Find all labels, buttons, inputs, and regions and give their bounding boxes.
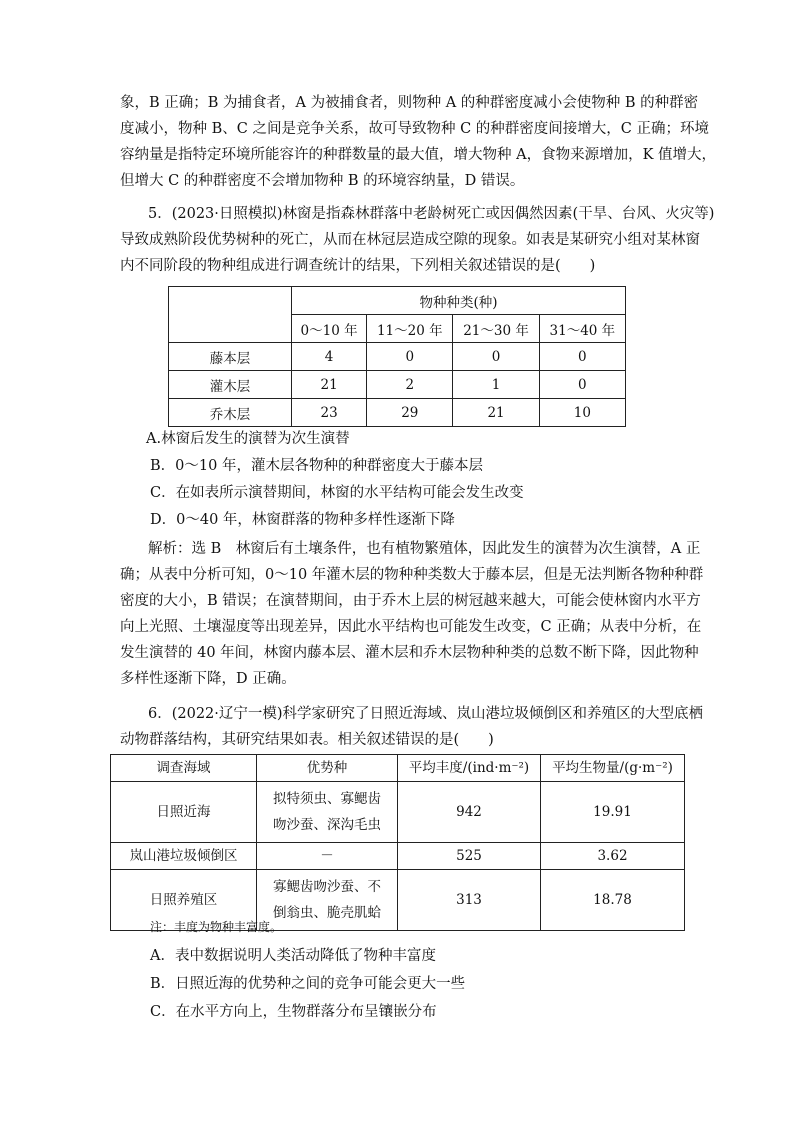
area-cell: 岚山港垃圾倾倒区 [111,843,257,870]
text-line: 导致成熟阶段优势树种的死亡，从而在林冠层造成空隙的现象。如表是某研究小组对某林窗 [120,232,700,248]
biomass-cell: 3.62 [541,843,685,870]
area-cell: 日照养殖区 [111,870,257,931]
table-cell: 1 [453,371,539,399]
table-column-header: 优势种 [257,755,398,782]
option-c: C．在水平方向上，生物群落分布呈镶嵌分布 [150,1004,437,1020]
text-line: 向上光照、土壤湿度等出现差异，因此水平结构也可能发生改变，C 正确；从表中分析，在 [120,619,702,635]
table-column-header: 平均生物量/(g·m⁻²) [541,755,685,782]
table-column-header: 调查海域 [111,755,257,782]
question-5-table [168,286,626,427]
biomass-cell: 18.78 [541,870,685,931]
table-cell: 29 [367,399,453,427]
table-group-header: 物种种类(种) [292,287,626,315]
text-line: 多样性逐渐下降，D 正确。 [120,671,296,687]
question-6-table [110,754,685,931]
species-line: 拟特须虫、寡鳃齿 [273,791,381,807]
text-line: 5．(2023·日照模拟)林窗是指森林群落中老龄树死亡或因偶然因素(干旱、台风、火灾等) [148,206,715,222]
table-row [169,343,626,371]
continuation-paragraph [120,90,717,194]
text-line: 动物群落结构，其研究结果如表。相关叙述错误的是( ) [120,732,494,748]
table-cell: 0 [539,343,625,371]
table-row [169,371,626,399]
text-line: 6．(2022·辽宁一模)科学家研究了日照近海域、岚山港垃圾倾倒区和养殖区的大型底栖 [148,706,704,722]
species-line: 寡鳃齿吻沙蚕、不 [273,879,381,895]
table-note: 注：丰度为物种丰富度。 [150,920,283,934]
table-cell: 0 [539,371,625,399]
table-column-header: 0～10 年 [292,315,367,343]
biomass-cell: 19.91 [541,782,685,843]
table-cell: 21 [453,399,539,427]
species-cell: － [257,843,398,870]
question-5-stem [120,201,715,279]
text-line: 但增大 C 的种群密度不会增加物种 B 的环境容纳量，D 错误。 [120,173,525,189]
text-line: 度减小，物种 B、C 之间是竞争关系，故可导致物种 C 的种群密度间接增大，C 正确；环境 [120,121,709,137]
text-line: 密度的大小，B 错误；在演替期间，由于乔木上层的树冠越来越大，可能会使林窗内水平方 [120,593,701,609]
text-line: 发生演替的 40 年间，林窗内藤本层、灌木层和乔木层物种种类的总数不断下降，因此物种 [120,645,699,661]
text-line: 容纳量是指特定环境所能容许的种群数量的最大值，增大物种 A，食物来源增加，K 值增大， [120,147,717,163]
question-5-analysis [120,536,704,692]
species-cell [257,782,398,843]
text-line: 解析：选 B 林窗后有土壤条件，也有植物繁殖体，因此发生的演替为次生演替，A 正 [148,541,701,557]
table-cell: 23 [292,399,367,427]
table-column-header: 11～20 年 [367,315,453,343]
table-column-header: 21～30 年 [453,315,539,343]
text-line: 象，B 正确；B 为捕食者，A 为被捕食者，则物种 A 的种群密度减小会使物种 B 的种群密 [120,95,699,111]
table-cell: 2 [367,371,453,399]
row-label: 灌木层 [169,371,292,399]
species-line: 倒翁虫、脆壳肌蛤 [273,905,381,921]
option-c: C．在如表所示演替期间，林窗的水平结构可能会发生改变 [150,485,524,501]
abundance-cell: 525 [398,843,541,870]
area-cell: 日照近海 [111,782,257,843]
table-cell: 0 [367,343,453,371]
text-line: 内不同阶段的物种组成进行调查统计的结果，下列相关叙述错误的是( ) [120,258,596,274]
option-b: B．0～10 年，灌木层各物种的种群密度大于藤本层 [150,458,483,474]
row-label: 乔木层 [169,399,292,427]
option-a: A．表中数据说明人类活动降低了物种丰富度 [150,948,436,964]
table-cell: 21 [292,371,367,399]
table-cell: 0 [453,343,539,371]
species-line: 吻沙蚕、深沟毛虫 [273,817,381,833]
abundance-cell: 942 [398,782,541,843]
table-row [169,399,626,427]
text-line: 确；从表中分析可知，0～10 年灌木层的物种种类数大于藤本层，但是无法判断各物种种群 [120,567,704,583]
table-row [111,782,685,843]
table-corner-cell [169,287,292,343]
table-cell: 4 [292,343,367,371]
question-6-stem [120,701,704,753]
table-cell: 10 [539,399,625,427]
table-column-header: 平均丰度/(ind·m⁻²) [398,755,541,782]
option-a: A.林窗后发生的演替为次生演替 [146,431,350,447]
table-row [111,843,685,870]
row-label: 藤本层 [169,343,292,371]
option-d: D．0～40 年，林窗群落的物种多样性逐渐下降 [150,512,455,528]
table-column-header: 31～40 年 [539,315,625,343]
abundance-cell: 313 [398,870,541,931]
option-b: B．日照近海的优势种之间的竞争可能会更大一些 [150,976,466,992]
